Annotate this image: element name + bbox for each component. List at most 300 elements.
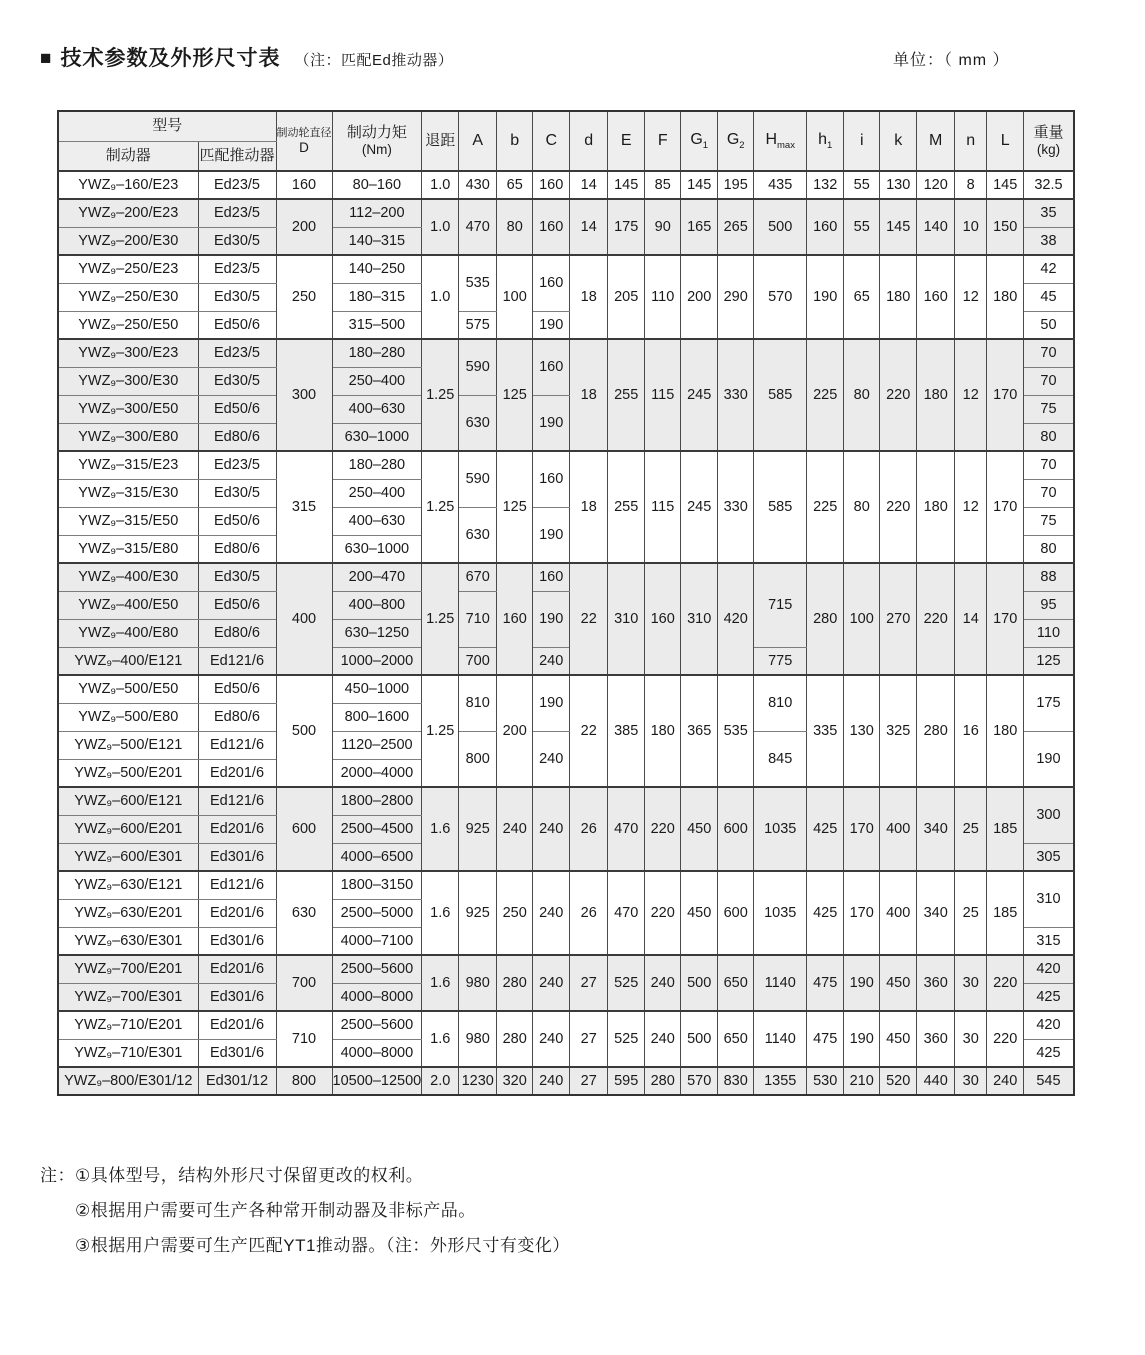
cell-C: 240 (533, 1067, 570, 1095)
note-item: ①具体型号，结构外形尺寸保留更改的权利。 (75, 1166, 424, 1185)
cell-k: 520 (880, 1067, 917, 1095)
cell-torque: 180–315 (332, 283, 422, 311)
cell-torque: 800–1600 (332, 703, 422, 731)
cell-n: 16 (955, 675, 987, 787)
cell-k: 325 (880, 675, 917, 787)
cell-weight: 70 (1024, 451, 1074, 479)
cell-gap: 1.0 (422, 171, 459, 199)
cell-C: 160 (533, 451, 570, 507)
cell-b: 125 (497, 339, 533, 451)
cell-torque: 180–280 (332, 451, 422, 479)
cell-G2: 600 (718, 871, 754, 955)
cell-brake: YWZ₉–600/E301 (58, 843, 198, 871)
cell-i: 210 (844, 1067, 880, 1095)
cell-G1: 500 (681, 955, 718, 1011)
cell-gap: 1.6 (422, 955, 459, 1011)
cell-F: 280 (645, 1067, 681, 1095)
cell-n: 30 (955, 1011, 987, 1067)
cell-d: 18 (570, 451, 608, 563)
cell-G1: 245 (681, 339, 718, 451)
cell-G2: 290 (718, 255, 754, 339)
cell-C: 160 (533, 255, 570, 311)
cell-E: 525 (608, 955, 645, 1011)
cell-torque: 10500–12500 (332, 1067, 422, 1095)
cell-weight: 300 (1024, 787, 1074, 843)
cell-L: 220 (987, 1011, 1024, 1067)
cell-Hmax: 1035 (754, 787, 807, 871)
cell-h1: 280 (807, 563, 844, 675)
cell-h1: 225 (807, 339, 844, 451)
cell-torque: 400–630 (332, 395, 422, 423)
cell-thruster: Ed201/6 (198, 955, 276, 983)
cell-A: 575 (459, 311, 497, 339)
cell-torque: 112–200 (332, 199, 422, 227)
cell-d: 27 (570, 1067, 608, 1095)
cell-Hmax: 1355 (754, 1067, 807, 1095)
cell-thruster: Ed23/5 (198, 255, 276, 283)
cell-k: 145 (880, 199, 917, 255)
cell-i: 80 (844, 451, 880, 563)
cell-torque: 4000–8000 (332, 1039, 422, 1067)
cell-thruster: Ed30/5 (198, 283, 276, 311)
cell-L: 180 (987, 255, 1024, 339)
cell-weight: 425 (1024, 1039, 1074, 1067)
cell-weight: 420 (1024, 955, 1074, 983)
cell-A: 590 (459, 339, 497, 395)
col-header-gap: 退距 (422, 111, 459, 171)
cell-brake: YWZ₉–315/E30 (58, 479, 198, 507)
cell-G1: 450 (681, 787, 718, 871)
col-header-model: 型号 (58, 111, 276, 141)
cell-D: 600 (276, 787, 332, 871)
cell-Hmax: 1035 (754, 871, 807, 955)
table-row (58, 675, 1074, 703)
col-header-i: i (844, 111, 880, 171)
cell-D: 300 (276, 339, 332, 451)
cell-i: 55 (844, 199, 880, 255)
title-note: （注：匹配Ed推动器） (294, 52, 454, 69)
cell-M: 180 (917, 451, 955, 563)
cell-G1: 450 (681, 871, 718, 955)
cell-Hmax: 570 (754, 255, 807, 339)
cell-weight: 110 (1024, 619, 1074, 647)
table-row (58, 787, 1074, 815)
cell-thruster: Ed30/5 (198, 479, 276, 507)
cell-torque: 2500–5000 (332, 899, 422, 927)
cell-d: 26 (570, 871, 608, 955)
cell-b: 65 (497, 171, 533, 199)
cell-F: 115 (645, 451, 681, 563)
cell-G1: 570 (681, 1067, 718, 1095)
cell-torque: 4000–8000 (332, 983, 422, 1011)
cell-E: 595 (608, 1067, 645, 1095)
cell-thruster: Ed301/12 (198, 1067, 276, 1095)
cell-A: 925 (459, 787, 497, 871)
cell-M: 440 (917, 1067, 955, 1095)
cell-n: 14 (955, 563, 987, 675)
cell-thruster: Ed30/5 (198, 563, 276, 591)
cell-i: 100 (844, 563, 880, 675)
cell-brake: YWZ₉–500/E201 (58, 759, 198, 787)
cell-M: 280 (917, 675, 955, 787)
cell-E: 145 (608, 171, 645, 199)
note-item: ③根据用户需要可生产匹配YT1推动器。（注：外形尺寸有变化） (75, 1236, 570, 1255)
cell-torque: 2500–5600 (332, 955, 422, 983)
cell-C: 190 (533, 591, 570, 647)
cell-G2: 535 (718, 675, 754, 787)
cell-A: 700 (459, 647, 497, 675)
cell-C: 160 (533, 563, 570, 591)
cell-Hmax: 500 (754, 199, 807, 255)
cell-h1: 225 (807, 451, 844, 563)
cell-C: 190 (533, 311, 570, 339)
cell-thruster: Ed80/6 (198, 535, 276, 563)
cell-D: 160 (276, 171, 332, 199)
cell-E: 255 (608, 451, 645, 563)
cell-torque: 180–280 (332, 339, 422, 367)
cell-weight: 305 (1024, 843, 1074, 871)
cell-C: 160 (533, 199, 570, 255)
cell-E: 470 (608, 787, 645, 871)
cell-brake: YWZ₉–710/E201 (58, 1011, 198, 1039)
cell-brake: YWZ₉–400/E80 (58, 619, 198, 647)
cell-h1: 475 (807, 955, 844, 1011)
cell-E: 385 (608, 675, 645, 787)
cell-b: 100 (497, 255, 533, 339)
cell-h1: 190 (807, 255, 844, 339)
cell-k: 400 (880, 787, 917, 871)
cell-thruster: Ed301/6 (198, 843, 276, 871)
cell-C: 240 (533, 647, 570, 675)
cell-brake: YWZ₉–400/E50 (58, 591, 198, 619)
cell-brake: YWZ₉–600/E201 (58, 815, 198, 843)
cell-G1: 245 (681, 451, 718, 563)
cell-gap: 1.0 (422, 199, 459, 255)
cell-A: 630 (459, 395, 497, 451)
cell-k: 180 (880, 255, 917, 339)
col-header-M: M (917, 111, 955, 171)
cell-M: 140 (917, 199, 955, 255)
cell-weight: 35 (1024, 199, 1074, 227)
cell-Hmax: 1140 (754, 955, 807, 1011)
cell-Hmax: 775 (754, 647, 807, 675)
header-row-1 (58, 111, 1074, 141)
cell-torque: 2500–5600 (332, 1011, 422, 1039)
cell-torque: 1120–2500 (332, 731, 422, 759)
cell-G2: 265 (718, 199, 754, 255)
cell-torque: 2500–4500 (332, 815, 422, 843)
cell-torque: 4000–7100 (332, 927, 422, 955)
cell-weight: 420 (1024, 1011, 1074, 1039)
table-row (58, 171, 1074, 199)
cell-M: 120 (917, 171, 955, 199)
cell-L: 185 (987, 871, 1024, 955)
cell-L: 170 (987, 563, 1024, 675)
cell-d: 27 (570, 955, 608, 1011)
cell-n: 30 (955, 955, 987, 1011)
cell-weight: 75 (1024, 507, 1074, 535)
cell-thruster: Ed201/6 (198, 1011, 276, 1039)
cell-Hmax: 585 (754, 451, 807, 563)
cell-d: 18 (570, 339, 608, 451)
cell-torque: 630–1000 (332, 535, 422, 563)
cell-F: 90 (645, 199, 681, 255)
cell-torque: 630–1000 (332, 423, 422, 451)
cell-G2: 195 (718, 171, 754, 199)
cell-thruster: Ed201/6 (198, 759, 276, 787)
cell-weight: 70 (1024, 367, 1074, 395)
cell-gap: 1.6 (422, 871, 459, 955)
col-header-n: n (955, 111, 987, 171)
cell-A: 710 (459, 591, 497, 647)
notes (40, 1158, 570, 1263)
cell-M: 220 (917, 563, 955, 675)
cell-E: 470 (608, 871, 645, 955)
cell-D: 630 (276, 871, 332, 955)
cell-brake: YWZ₉–315/E23 (58, 451, 198, 479)
section-marker-icon: ■ (40, 48, 52, 69)
cell-b: 80 (497, 199, 533, 255)
table-row (58, 199, 1074, 227)
cell-L: 240 (987, 1067, 1024, 1095)
cell-G1: 310 (681, 563, 718, 675)
cell-b: 200 (497, 675, 533, 787)
cell-h1: 530 (807, 1067, 844, 1095)
cell-E: 255 (608, 339, 645, 451)
cell-n: 25 (955, 787, 987, 871)
cell-torque: 1800–3150 (332, 871, 422, 899)
cell-thruster: Ed23/5 (198, 339, 276, 367)
cell-C: 240 (533, 871, 570, 955)
cell-G2: 830 (718, 1067, 754, 1095)
cell-F: 110 (645, 255, 681, 339)
cell-thruster: Ed121/6 (198, 731, 276, 759)
col-header-b: b (497, 111, 533, 171)
cell-thruster: Ed30/5 (198, 367, 276, 395)
cell-C: 240 (533, 955, 570, 1011)
cell-G2: 330 (718, 451, 754, 563)
cell-n: 12 (955, 451, 987, 563)
cell-gap: 1.25 (422, 339, 459, 451)
col-header-d: d (570, 111, 608, 171)
cell-brake: YWZ₉–710/E301 (58, 1039, 198, 1067)
cell-n: 8 (955, 171, 987, 199)
cell-brake: YWZ₉–250/E23 (58, 255, 198, 283)
cell-Hmax: 435 (754, 171, 807, 199)
cell-weight: 75 (1024, 395, 1074, 423)
cell-L: 170 (987, 339, 1024, 451)
cell-D: 250 (276, 255, 332, 339)
note-line (40, 1158, 570, 1193)
cell-A: 1230 (459, 1067, 497, 1095)
cell-weight: 425 (1024, 983, 1074, 1011)
cell-torque: 315–500 (332, 311, 422, 339)
cell-n: 30 (955, 1067, 987, 1095)
cell-G2: 600 (718, 787, 754, 871)
cell-A: 630 (459, 507, 497, 563)
cell-brake: YWZ₉–300/E80 (58, 423, 198, 451)
col-header-torque: 制动力矩 (Nm) (332, 111, 422, 171)
cell-thruster: Ed80/6 (198, 619, 276, 647)
col-header-thruster: 匹配推动器 (198, 141, 276, 171)
cell-h1: 160 (807, 199, 844, 255)
cell-thruster: Ed80/6 (198, 703, 276, 731)
cell-h1: 475 (807, 1011, 844, 1067)
cell-thruster: Ed301/6 (198, 1039, 276, 1067)
cell-gap: 1.25 (422, 451, 459, 563)
cell-brake: YWZ₉–250/E30 (58, 283, 198, 311)
cell-C: 240 (533, 731, 570, 787)
cell-brake: YWZ₉–250/E50 (58, 311, 198, 339)
cell-L: 180 (987, 675, 1024, 787)
cell-torque: 1000–2000 (332, 647, 422, 675)
cell-A: 430 (459, 171, 497, 199)
cell-weight: 545 (1024, 1067, 1074, 1095)
cell-G1: 145 (681, 171, 718, 199)
cell-k: 450 (880, 1011, 917, 1067)
cell-thruster: Ed121/6 (198, 871, 276, 899)
cell-G1: 500 (681, 1011, 718, 1067)
cell-h1: 132 (807, 171, 844, 199)
cell-thruster: Ed50/6 (198, 311, 276, 339)
cell-torque: 250–400 (332, 479, 422, 507)
table-row (58, 1067, 1074, 1095)
cell-i: 190 (844, 955, 880, 1011)
cell-k: 130 (880, 171, 917, 199)
cell-d: 14 (570, 199, 608, 255)
cell-thruster: Ed301/6 (198, 983, 276, 1011)
cell-torque: 140–250 (332, 255, 422, 283)
cell-weight: 315 (1024, 927, 1074, 955)
cell-gap: 2.0 (422, 1067, 459, 1095)
cell-brake: YWZ₉–800/E301/12 (58, 1067, 198, 1095)
cell-n: 12 (955, 255, 987, 339)
cell-thruster: Ed50/6 (198, 591, 276, 619)
cell-D: 710 (276, 1011, 332, 1067)
cell-torque: 250–400 (332, 367, 422, 395)
table-row (58, 339, 1074, 367)
cell-n: 12 (955, 339, 987, 451)
cell-M: 360 (917, 955, 955, 1011)
cell-D: 800 (276, 1067, 332, 1095)
col-header-G1: $G_1$ (681, 111, 718, 171)
cell-E: 525 (608, 1011, 645, 1067)
cell-brake: YWZ₉–700/E201 (58, 955, 198, 983)
table-row (58, 1011, 1074, 1039)
cell-A: 535 (459, 255, 497, 311)
cell-C: 160 (533, 339, 570, 395)
cell-d: 18 (570, 255, 608, 339)
cell-brake: YWZ₉–200/E30 (58, 227, 198, 255)
cell-C: 160 (533, 171, 570, 199)
cell-thruster: Ed50/6 (198, 675, 276, 703)
cell-Hmax: 810 (754, 675, 807, 731)
cell-d: 22 (570, 563, 608, 675)
cell-A: 925 (459, 871, 497, 955)
cell-b: 250 (497, 871, 533, 955)
cell-i: 170 (844, 871, 880, 955)
cell-weight: 190 (1024, 731, 1074, 787)
cell-brake: YWZ₉–315/E50 (58, 507, 198, 535)
cell-C: 190 (533, 507, 570, 563)
cell-F: 180 (645, 675, 681, 787)
cell-weight: 45 (1024, 283, 1074, 311)
cell-A: 590 (459, 451, 497, 507)
cell-k: 220 (880, 451, 917, 563)
cell-A: 800 (459, 731, 497, 787)
cell-A: 670 (459, 563, 497, 591)
table-row (58, 871, 1074, 899)
cell-brake: YWZ₉–600/E121 (58, 787, 198, 815)
col-header-Hmax: $H_{max}$ (754, 111, 807, 171)
cell-G2: 650 (718, 955, 754, 1011)
cell-F: 115 (645, 339, 681, 451)
cell-weight: 50 (1024, 311, 1074, 339)
col-header-k: k (880, 111, 917, 171)
cell-h1: 425 (807, 787, 844, 871)
cell-E: 205 (608, 255, 645, 339)
cell-E: 175 (608, 199, 645, 255)
cell-i: 130 (844, 675, 880, 787)
cell-thruster: Ed30/5 (198, 227, 276, 255)
cell-brake: YWZ₉–200/E23 (58, 199, 198, 227)
cell-Hmax: 1140 (754, 1011, 807, 1067)
cell-gap: 1.0 (422, 255, 459, 339)
cell-D: 700 (276, 955, 332, 1011)
cell-torque: 1800–2800 (332, 787, 422, 815)
cell-M: 360 (917, 1011, 955, 1067)
cell-k: 220 (880, 339, 917, 451)
cell-C: 240 (533, 1011, 570, 1067)
note-item: ②根据用户需要可生产各种常开制动器及非标产品。 (75, 1201, 476, 1220)
page-title: 技术参数及外形尺寸表 (60, 47, 281, 70)
cell-h1: 425 (807, 871, 844, 955)
cell-A: 980 (459, 955, 497, 1011)
cell-b: 240 (497, 787, 533, 871)
section-title-bar (40, 42, 453, 72)
cell-gap: 1.25 (422, 563, 459, 675)
cell-weight: 42 (1024, 255, 1074, 283)
cell-d: 27 (570, 1011, 608, 1067)
table-row (58, 563, 1074, 591)
cell-thruster: Ed121/6 (198, 787, 276, 815)
cell-F: 240 (645, 1011, 681, 1067)
cell-i: 55 (844, 171, 880, 199)
cell-D: 400 (276, 563, 332, 675)
cell-thruster: Ed50/6 (198, 395, 276, 423)
cell-torque: 4000–6500 (332, 843, 422, 871)
cell-thruster: Ed50/6 (198, 507, 276, 535)
cell-C: 190 (533, 675, 570, 731)
cell-E: 310 (608, 563, 645, 675)
cell-brake: YWZ₉–300/E50 (58, 395, 198, 423)
cell-A: 810 (459, 675, 497, 731)
cell-n: 25 (955, 871, 987, 955)
cell-D: 315 (276, 451, 332, 563)
cell-M: 340 (917, 871, 955, 955)
cell-k: 270 (880, 563, 917, 675)
cell-G2: 330 (718, 339, 754, 451)
col-header-C: C (533, 111, 570, 171)
cell-weight: 70 (1024, 479, 1074, 507)
cell-L: 145 (987, 171, 1024, 199)
cell-gap: 1.25 (422, 675, 459, 787)
cell-F: 220 (645, 787, 681, 871)
cell-D: 200 (276, 199, 332, 255)
col-header-weight: 重量 (kg) (1024, 111, 1074, 171)
cell-G1: 200 (681, 255, 718, 339)
cell-weight: 95 (1024, 591, 1074, 619)
